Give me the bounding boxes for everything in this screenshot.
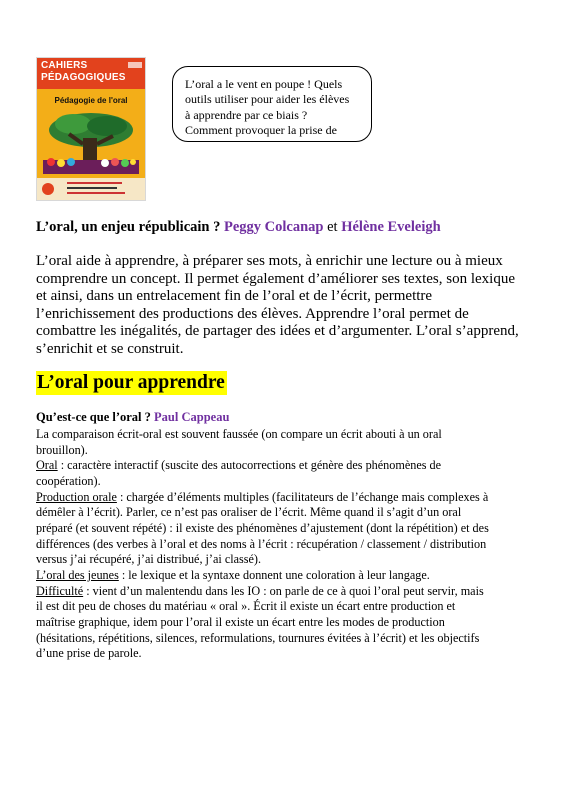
- subsection-heading: [36, 410, 229, 425]
- body-line: coopération).: [36, 473, 101, 488]
- term-oral-des-jeunes: L’oral des jeunes: [36, 567, 119, 582]
- section-body: [36, 427, 536, 662]
- bubble-line: Comment provoquer la prise de: [185, 122, 337, 137]
- body-line: d’une prise de parole.: [36, 646, 142, 661]
- speech-bubble: [172, 66, 372, 142]
- body-line: préparé (et souvent répété) : il existe des phénomènes d’ajustement (dont la répétition) et des: [36, 520, 489, 535]
- subsection-title: Qu’est-ce que l’oral ?: [36, 410, 151, 424]
- cover-header: [37, 58, 145, 89]
- intro-paragraph: [36, 253, 536, 359]
- bubble-line: à apprendre par ce biais ?: [185, 107, 308, 122]
- body-line: [36, 568, 536, 584]
- term-oral: Oral: [36, 458, 58, 473]
- magazine-cover: [36, 57, 146, 201]
- body-line: brouillon).: [36, 442, 88, 457]
- body-line: il est dit peu de choses du matériau « oral ». Écrit il existe un écart entre production et: [36, 599, 456, 614]
- body-line: maîtrise graphique, idem pour l’oral il existe un écart entre les modes de production: [36, 614, 445, 629]
- intro-line: comprendre un concept. Il permet également d’améliorer ses textes, son lexique: [36, 270, 515, 287]
- body-line: [36, 490, 536, 506]
- intro-line: l’enrichissement des productions des élèves. Apprendre l’oral permet de: [36, 305, 469, 322]
- tree-illustration-icon: [43, 110, 139, 178]
- body-line: démêler à l’écrit). Parler, ce n’est pas oraliser de l’écrit. Même quand il s’agit d’un oral: [36, 505, 462, 520]
- author-link[interactable]: Peggy Colcanap: [224, 219, 324, 235]
- body-line: [36, 458, 536, 474]
- term-definition: : vient d’un malentendu dans les IO : on parle de ce à quoi l’oral peut servir, mais: [83, 583, 484, 598]
- body-line: La comparaison écrit-oral est souvent faussée (on compare un écrit abouti à un oral: [36, 427, 442, 441]
- intro-line: combattre les inégalités, de partager des idées et d’argumenter. L’oral s’apprend,: [36, 323, 519, 340]
- author-link[interactable]: Hélène Eveleigh: [341, 219, 441, 235]
- section-heading: L’oral pour apprendre: [37, 372, 225, 393]
- cover-brand-line1: CAHIERS: [41, 60, 88, 71]
- body-line: différences (des verbes à l’oral et des noms à l’écrit : récupération / classement / distribution: [36, 536, 487, 551]
- term-definition: : chargée d’éléments multiples (facilitateurs de l’échange mais complexes à: [116, 489, 489, 504]
- term-difficulte: Difficulté: [36, 583, 84, 598]
- bubble-line: L’oral a le vent en poupe ! Quels: [185, 77, 343, 91]
- term-definition: : le lexique et la syntaxe donnent une coloration à leur langage.: [118, 567, 430, 582]
- conjunction: et: [327, 219, 338, 235]
- body-line: (hésitations, répétitions, silences, reformulations, tournures évitées à l’écrit) et les objectifs: [36, 630, 480, 645]
- cover-footer: [37, 178, 145, 200]
- article-title: [36, 219, 441, 236]
- cover-issue-badge: [128, 62, 142, 68]
- term-definition: : caractère interactif (suscite des autocorrections et génère des phénomènes de: [57, 458, 442, 473]
- intro-line: L’oral aide à apprendre, à préparer ses mots, à enrichir une lecture ou à mieux: [36, 253, 503, 269]
- body-line: versus j’ai récupéré, j’ai distribué, j’ai classé).: [36, 552, 262, 567]
- article-title-text: L’oral, un enjeu républicain ?: [36, 219, 221, 235]
- cover-logo-icon: [41, 182, 61, 196]
- intro-line: et ainsi, dans un entrelacement fin de l’oral et de l’écrit, permettre: [36, 288, 433, 305]
- term-production-orale: Production orale: [36, 489, 117, 504]
- cover-brand-line2: PÉDAGOGIQUES: [41, 72, 126, 83]
- bubble-line: outils utiliser pour aider les élèves: [185, 92, 350, 107]
- author-link[interactable]: Paul Cappeau: [154, 410, 230, 424]
- body-line: [36, 584, 536, 600]
- cover-title: Pédagogie de l'oral: [54, 96, 128, 105]
- intro-line: s’enrichit et se construit.: [36, 340, 184, 357]
